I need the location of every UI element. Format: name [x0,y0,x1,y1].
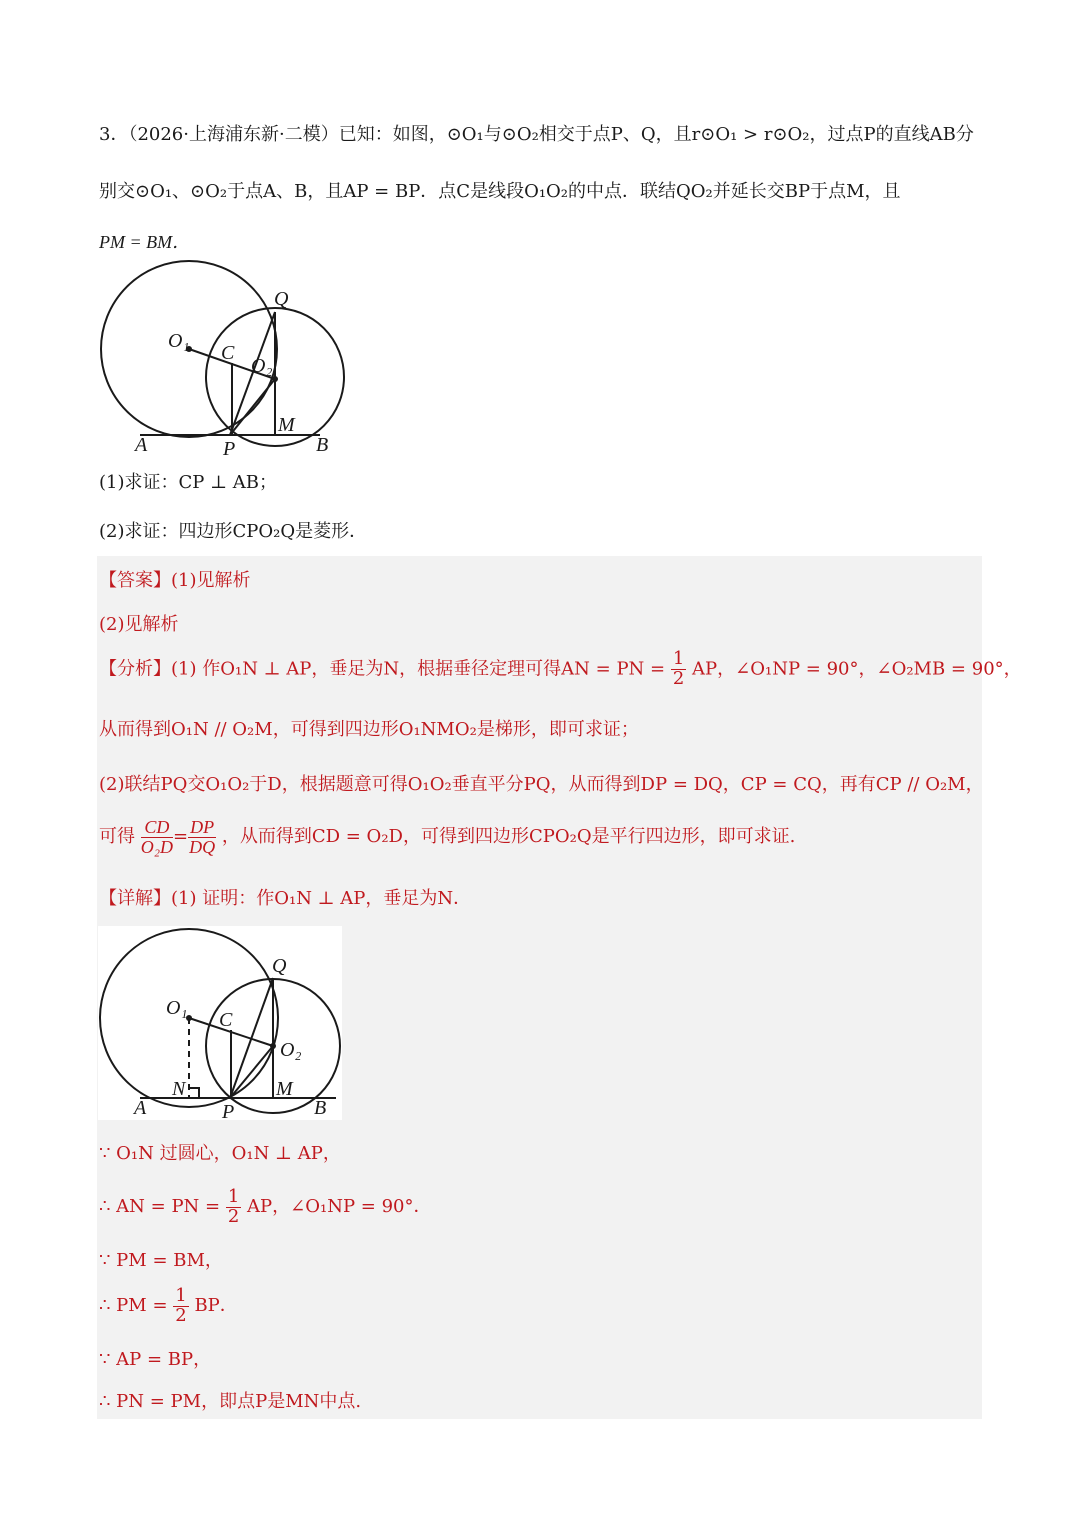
answer-1: (1)见解析 [171,570,251,591]
question-2: (2)求证：四边形CPO₂Q是菱形． [99,521,368,542]
analysis-line-4: 可得 $\frac{CD}{\text{O₂D}}$ = $\frac{DP}{DQ}$ ，从而得到CD = O₂D，可得到四边形CPO₂Q是平行四边形，即可求证. [99,816,796,857]
label-P: P [223,438,236,460]
label-N: N [172,1078,186,1100]
geometry-figure-2 [98,926,342,1120]
label-O1: O₁ [168,330,190,352]
label-M: M [278,414,295,436]
detail-tag: 【详解】 [99,888,171,909]
question-1: (1)求证：CP ⊥ AB； [99,472,277,493]
analysis-line-2: 从而得到O₁N // O₂M，可得到四边形O₁NMO₂是梯形，即可求证； [99,719,639,740]
detail-step-3: ∵ PM = BM， [99,1250,223,1271]
label-Q: Q [274,288,289,310]
analysis-text-1a: (1) 作O₁N ⊥ AP，垂足为N，根据垂径定理可得AN = PN = [171,658,666,680]
detail-step-2: ∴ AN = PN = $\frac{1}{2}$ AP，∠O₁NP = 90°． [99,1185,432,1227]
label-M: M [276,1078,293,1100]
label-C: C [221,342,235,364]
problem-line-1: 3．（2026·上海浦东新·二模）已知：如图，⊙O₁与⊙O₂相交于点P、Q，且r⊙O₁ > r⊙O₂，过点P的直线AB分 [99,124,974,145]
fraction-half: $\frac{1}{2}$ [227,1185,240,1227]
label-C: C [219,1009,233,1031]
label-B: B [314,1097,327,1119]
fraction-dp-dq: $\frac{DP}{DQ}$ [189,816,216,857]
detail-step-6: ∴ PN = PM，即点P是MN中点. [99,1391,362,1412]
analysis-tag: 【分析】 [99,658,171,680]
detail-step-4: ∴ PM = $\frac{1}{2}$ BP． [99,1284,238,1326]
fraction-half: $\frac{1}{2}$ [672,648,685,689]
analysis-line-3: (2)联结PQ交O₁O₂于D，根据题意可得O₁O₂垂直平分PQ，从而得到DP = DQ，CP = CQ，再有CP // O₂M， [99,774,984,795]
label-B: B [316,434,329,456]
label-A: A [135,434,148,456]
fraction-cd-o2d: $\frac{CD}{\text{O₂D}}$ [140,816,173,857]
fraction-half: $\frac{1}{2}$ [175,1284,187,1326]
label-Q: Q [272,955,287,977]
label-O1: O₁ [166,997,188,1019]
geometry-figure-1 [90,255,360,460]
analysis-text-1b: AP，∠O₁NP = 90°，∠O₂MB = 90°， [692,658,1022,680]
answer-2: (2)见解析 [99,614,179,635]
detail-line-1: 【详解】(1) 证明：作O₁N ⊥ AP，垂足为N． [99,888,472,909]
label-P: P [222,1101,235,1120]
detail-step-5: ∵ AP = BP， [99,1349,212,1370]
problem-line-2: 别交⊙O₁、⊙O₂于点A、B，且AP = BP．点C是线段O₁O₂的中点．联结QO₂并延长交BP于点M，且 [99,181,901,202]
answer-tag: 【答案】 [99,570,171,591]
detail-step-1: ∵ O₁N 过圆心，O₁N ⊥ AP， [99,1143,341,1164]
answer-line-1 [99,566,251,592]
label-A: A [134,1097,147,1119]
problem-line-3: PM = BM． [99,232,191,252]
label-O2: O₂ [280,1039,302,1061]
analysis-line-1 [99,650,1022,689]
label-O2: O₂ [251,355,273,377]
